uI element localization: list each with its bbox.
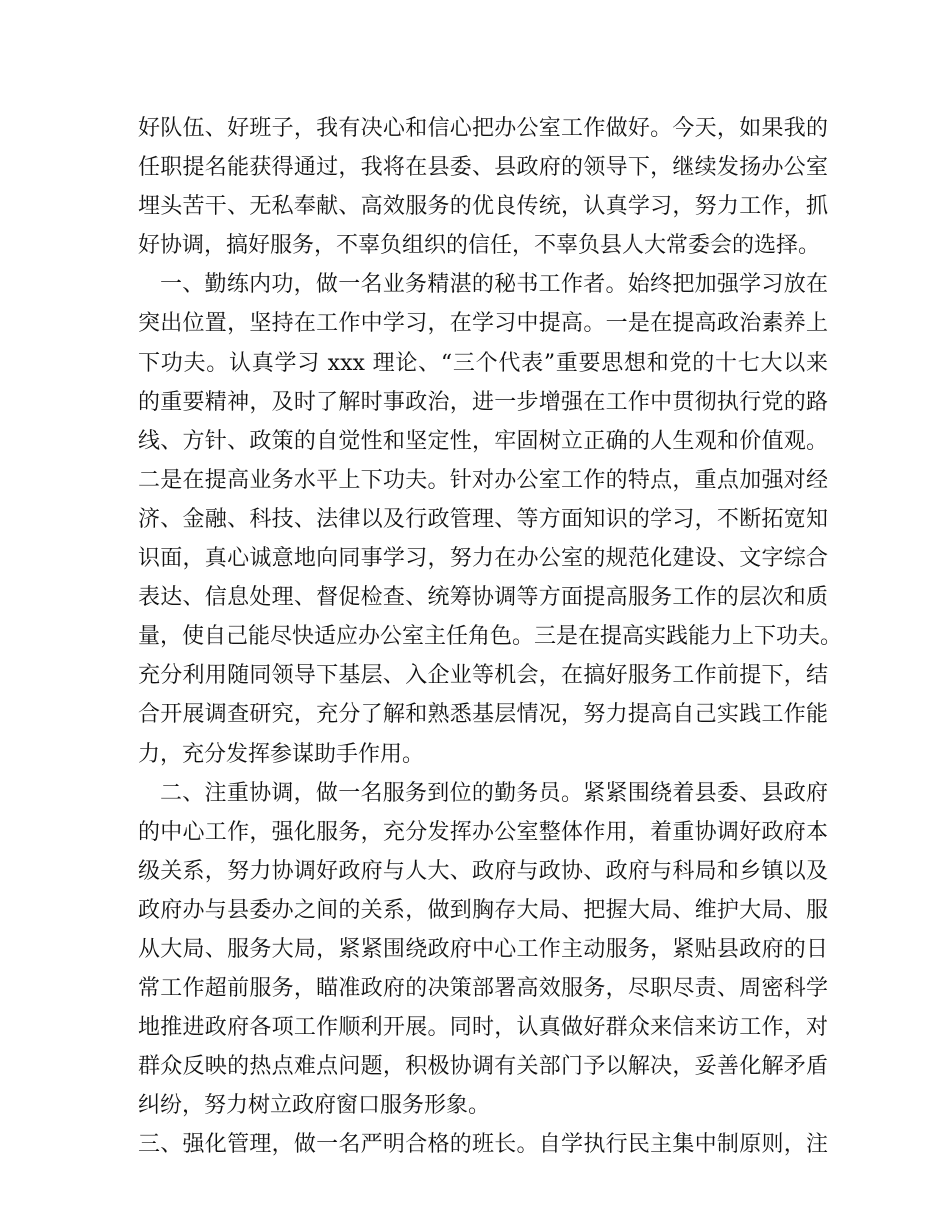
text-line: 政府办与县委办之间的关系，做到胸存大局、把握大局、维护大局、服: [138, 897, 828, 923]
text-line: 二是在提高业务水平上下功夫。针对办公室工作的特点，重点加强对经: [138, 467, 828, 493]
text-line: 量，使自己能尽快适应办公室主任角色。三是在提高实践能力上下功夫。: [138, 624, 843, 650]
text-line: 纠纷，努力树立政府窗口服务形象。: [138, 1093, 491, 1119]
text-line: 的中心工作，强化服务，充分发挥办公室整体作用，着重协调好政府本: [138, 819, 828, 845]
text-line: 任职提名能获得通过，我将在县委、县政府的领导下，继续发扬办公室: [138, 155, 828, 181]
text-line: 突出位置，坚持在工作中学习，在学习中提高。一是在提高政治素养上: [138, 311, 828, 337]
text-line: 好协调，搞好服务，不辜负组织的信任，不辜负县人大常委会的选择。: [138, 233, 821, 259]
text-line: 好队伍、好班子，我有决心和信心把办公室工作做好。今天，如果我的: [138, 116, 828, 141]
text-line: 表达、信息处理、督促检查、统筹协调等方面提高服务工作的层次和质: [138, 585, 828, 611]
text-line: 一、勤练内功，做一名业务精湛的秘书工作者。始终把加强学习放在: [160, 272, 828, 298]
text-line: 线、方针、政策的自觉性和坚定性，牢固树立正确的人生观和价值观。: [138, 428, 828, 454]
text-line: 的重要精神，及时了解时事政治，进一步增强在工作中贯彻执行党的路: [138, 389, 828, 415]
text-line: 充分利用随同领导下基层、入企业等机会，在搞好服务工作前提下，结: [138, 663, 828, 689]
text-line: 常工作超前服务，瞄准政府的决策部署高效服务，尽职尽责、周密科学: [138, 976, 828, 1002]
text-line: 从大局、服务大局，紧紧围绕政府中心工作主动服务，紧贴县政府的日: [138, 936, 828, 962]
text-line: 群众反映的热点难点问题，积极协调有关部门予以解决，妥善化解矛盾: [138, 1054, 828, 1080]
text-line: 地推进政府各项工作顺利开展。同时，认真做好群众来信来访工作，对: [138, 1015, 828, 1041]
text-line: 埋头苦干、无私奉献、高效服务的优良传统，认真学习，努力工作，抓: [138, 194, 828, 220]
text-line: 识面，真心诚意地向同事学习，努力在办公室的规范化建设、文字综合: [138, 546, 828, 572]
text-line: 济、金融、科技、法律以及行政管理、等方面知识的学习，不断拓宽知: [138, 506, 828, 532]
document-body: [138, 109, 843, 1165]
text-line: 下功夫。认真学习 xxx 理论、“三个代表”重要思想和党的十七大以来: [138, 350, 828, 376]
text-line: 合开展调查研究，充分了解和熟悉基层情况，努力提高自己实践工作能: [138, 702, 828, 728]
text-line: 级关系，努力协调好政府与人大、政府与政协、政府与科局和乡镇以及: [138, 858, 828, 884]
text-line: 三、强化管理，做一名严明合格的班长。自学执行民主集中制原则，注: [138, 1132, 828, 1158]
text-line: 二、注重协调，做一名服务到位的勤务员。紧紧围绕着县委、县政府: [160, 780, 828, 806]
text-line: 力，充分发挥参谋助手作用。: [138, 741, 425, 767]
